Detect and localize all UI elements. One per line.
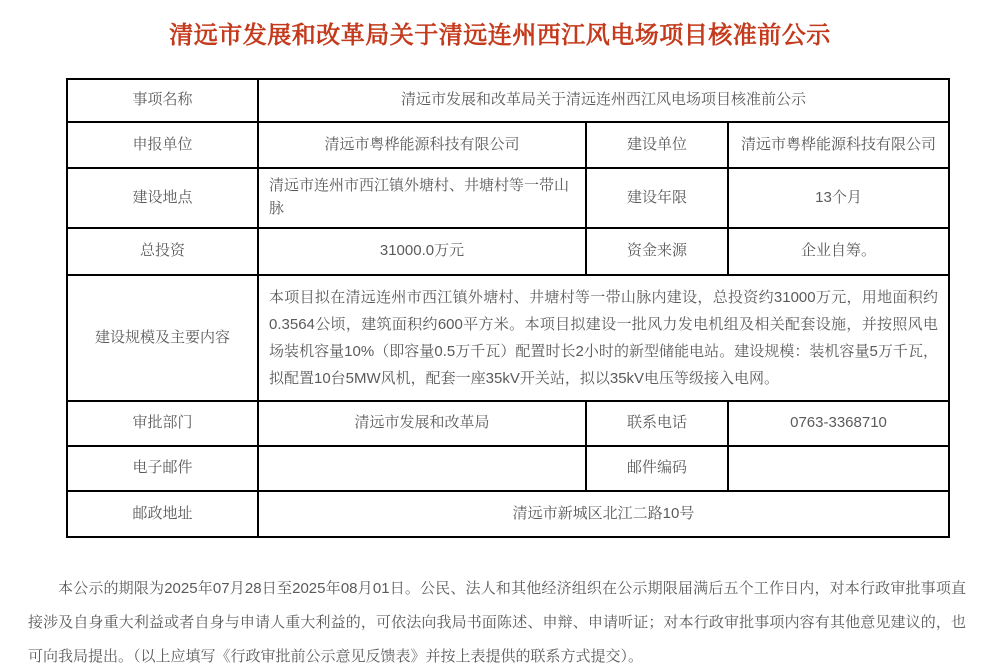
- phone-label: 联系电话: [586, 401, 728, 446]
- funding-value: 企业自筹。: [728, 228, 949, 275]
- table-row-item-name: [67, 79, 949, 122]
- duration-value: 13个月: [728, 168, 949, 228]
- investment-label: 总投资: [67, 228, 258, 275]
- table-row-location: [67, 168, 949, 228]
- table-row-address: [67, 491, 949, 537]
- approve-dept-value: 清远市发展和改革局: [258, 401, 586, 446]
- location-value: 清远市连州市西江镇外塘村、井塘村等一带山脉: [258, 168, 586, 228]
- table-row-investment: [67, 228, 949, 275]
- scale-value: 本项目拟在清远连州市西江镇外塘村、井塘村等一带山脉内建设，总投资约31000万元，用地面积约0.3564公顷，建筑面积约600平方米。本项目拟建设一批风力发电机组及相关配套设施，并按照风电场装机容量10%（即容量0.5万千瓦）配置时长2小时的新型储能电站。建设规模：装机容量5万千瓦，拟配置10台5MW风机，配套一座35kV开关站，拟以35kV电压等级接入电网。: [258, 275, 949, 401]
- item-name-value: 清远市发展和改革局关于清远连州西江风电场项目核准前公示: [258, 79, 949, 122]
- page-title: 清远市发展和改革局关于清远连州西江风电场项目核准前公示: [169, 22, 831, 49]
- postcode-value: [728, 446, 949, 491]
- table-row-email: [67, 446, 949, 491]
- duration-label: 建设年限: [586, 168, 728, 228]
- email-label: 电子邮件: [67, 446, 258, 491]
- table-row-scale: [67, 275, 949, 401]
- postcode-label: 邮件编码: [586, 446, 728, 491]
- build-unit-label: 建设单位: [586, 122, 728, 168]
- build-unit-value: 清远市粤桦能源科技有限公司: [728, 122, 949, 168]
- declare-unit-value: 清远市粤桦能源科技有限公司: [258, 122, 586, 168]
- scale-label: 建设规模及主要内容: [67, 275, 258, 401]
- approve-dept-label: 审批部门: [67, 401, 258, 446]
- investment-value: 31000.0万元: [258, 228, 586, 275]
- notice-table: [66, 78, 950, 538]
- funding-label: 资金来源: [586, 228, 728, 275]
- address-value: 清远市新城区北江二路10号: [258, 491, 949, 537]
- publicity-period-paragraph: 本公示的期限为2025年07月28日至2025年08月01日。公民、法人和其他经济组织在公示期限届满后五个工作日内，对本行政审批事项直接涉及自身重大利益或者自身与申请人重大利益的，可依法向我局书面陈述、申辩、申请听证；对本行政审批事项内容有其他意见建议的，也可向我局提出。（以上应填写《行政审批前公示意见反馈表》并按上表提供的联系方式提交）。: [28, 579, 966, 665]
- declare-unit-label: 申报单位: [67, 122, 258, 168]
- item-name-label: 事项名称: [67, 79, 258, 122]
- phone-value: 0763-3368710: [728, 401, 949, 446]
- table-row-approval: [67, 401, 949, 446]
- location-label: 建设地点: [67, 168, 258, 228]
- address-label: 邮政地址: [67, 491, 258, 537]
- email-value: [258, 446, 586, 491]
- table-row-units: [67, 122, 949, 168]
